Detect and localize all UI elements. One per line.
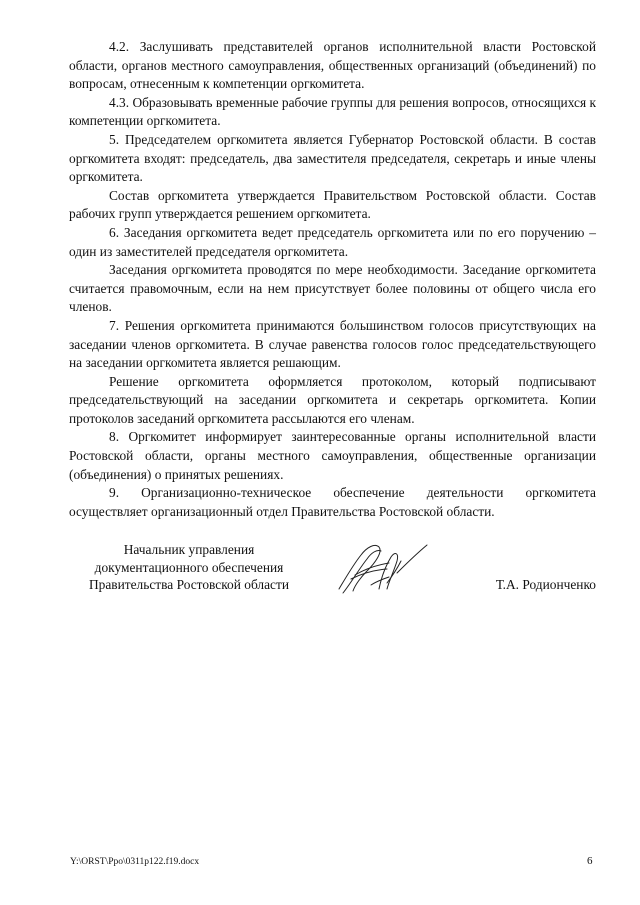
signature-block <box>69 541 596 601</box>
paragraph-4-3: 4.3. Образовывать временные рабочие группы для решения вопросов, относящихся к компетенции оргкомитета. <box>69 94 596 129</box>
paragraph-4-2: 4.2. Заслушивать представителей органов исполнительной власти Ростовской области, органов местного самоуправления, общественных организаций (объединений) по вопросам, отнесенным к компетенции оргкомитета. <box>69 39 596 92</box>
paragraph-7: 7. Решения оргкомитета принимаются большинством голосов присутствующих на заседании членов оргкомитета. В случае равенства голосов голос председательствующего на заседании оргкомитета является решающим. <box>69 317 596 371</box>
paragraph-9: 9. Организационно-техническое обеспечение деятельности оргкомитета осуществляет организационный отдел Правительства Ростовской области. <box>69 485 596 519</box>
signer-name: Т.А. Родионченко <box>495 577 596 592</box>
paragraph-5: 5. Председателем оргкомитета является Губернатор Ростовской области. В состав оргкомитета входят: председатель, два заместителя председателя, секретарь и иные члены оргкомитета. <box>69 131 596 185</box>
paragraph-6: 6. Заседания оргкомитета ведет председатель оргкомитета или по его поручению – один из заместителей председателя оргкомитета. <box>69 224 596 259</box>
paragraph-8: 8. Оргкомитет информирует заинтересованные органы исполнительной власти Ростовской области, органы местного самоуправления, общественные организации (объединения) о принятых решениях. <box>69 429 596 482</box>
signer-position <box>69 541 309 594</box>
signer-position-line-3: Правительства Ростовской области <box>88 577 290 592</box>
paragraph-7-protocol: Решение оргкомитета оформляется протоколом, который подписывают председательствующий на заседании оргкомитета и секретарь оргкомитета. Копии протоколов заседаний оргкомитета рассылаются его членам. <box>69 373 596 426</box>
document-body <box>69 38 596 521</box>
signer-position-line-1: Начальник управления <box>123 542 255 557</box>
paragraph-5-composition: Состав оргкомитета утверждается Правительством Ростовской области. Состав рабочих групп утверждается решением оргкомитета. <box>69 187 596 222</box>
paragraph-6-meetings: Заседания оргкомитета проводятся по мере необходимости. Заседание оргкомитета считается правомочным, если на нем присутствует более половины от общего числа его членов. <box>69 262 596 315</box>
footer-file-path: Y:\ORST\Ppo\0311p122.f19.docx <box>70 857 200 867</box>
handwritten-signature <box>331 539 441 599</box>
page-number: 6 <box>587 855 593 867</box>
signer-position-line-2: документационного обеспечения <box>94 559 284 575</box>
